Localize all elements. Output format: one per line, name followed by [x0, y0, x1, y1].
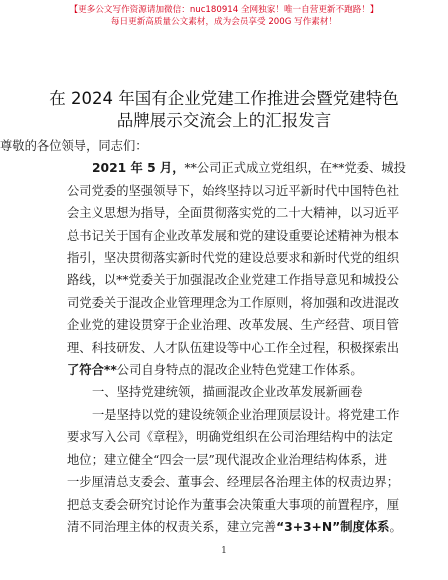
body-line-text: 企业党的建设贯穿于企业治理、改革发展、生产经营、项目管	[67, 318, 400, 333]
body-line	[0, 292, 448, 314]
body-line-text: 一步厘清总支委会、董事会、经理层各治理主体的权责边界；	[67, 475, 400, 490]
body-line	[0, 426, 448, 448]
salutation: 尊敬的各位领导，同志们：	[0, 139, 148, 153]
body-line-text: 公司自身特点的混改企业特色党建工作体系。	[116, 363, 363, 378]
promo-banner-line-2: 每日更新高质量公文素材，成为会员享受 200G 写作素材！	[110, 17, 338, 27]
body-line	[0, 225, 448, 247]
body-line-text: 司党委关于混改企业管理理念为工作原则，将加强和改进混改	[67, 295, 400, 310]
body-line-text: 会主义思想为指导，全面贯彻落实党的二十大精神，以习近平	[67, 206, 400, 221]
body-line	[0, 314, 448, 336]
promo-banner	[0, 4, 448, 28]
body-line-text: 地位；建立健全“四会一层”现代混改企业治理结构体系，进	[67, 452, 387, 467]
body-line-tail: 。	[389, 519, 402, 534]
body-line-emphasis: “3+3+N”制度体系	[276, 519, 390, 534]
title-line-2: 品牌展示交流会上的汇报发言	[116, 111, 332, 130]
body-line-text: 一是坚持以党的建设统领企业治理顶层设计。将党建工作	[92, 407, 400, 422]
body-line-text: 指引，坚决贯彻落实新时代党的建设总要求和新时代党的组织	[67, 251, 400, 266]
title-line-1: 在 2024 年国有企业党建工作推进会暨党建特色	[49, 89, 399, 108]
page-number: 1	[221, 546, 227, 556]
body-line	[0, 247, 448, 269]
body-line-text: 把总支委会研究讨论作为董事会决策重大事项的前置程序，厘	[67, 497, 400, 512]
promo-banner-line-1: 【更多公文写作资源请加微信：nuc180914 全网独家！唯一自营更新不跑路！】	[69, 5, 379, 15]
body-line-emphasis: 2021 年 5 月，	[92, 161, 185, 176]
body-line	[0, 494, 448, 516]
body-line	[0, 337, 448, 359]
body-line	[0, 381, 448, 403]
body-line	[0, 449, 448, 471]
body-line-text: 理、科技研发、人才队伍建设等中心工作全过程，积极探索出	[67, 340, 400, 355]
body-line-text: 路线，以**党委关于加强混改企业党建工作指导意见和城投公	[67, 273, 400, 288]
body-line	[0, 202, 448, 224]
body-line	[0, 180, 448, 202]
body-line-text: 公司党委的坚强领导下，始终坚持以习近平新时代中国特色社	[67, 183, 400, 198]
body-line-text: 清不同治理主体的权责关系，建立完善	[67, 519, 277, 534]
body-line	[0, 471, 448, 493]
body-line-text: 一、坚持党建统领，描画混改企业改革发展新画卷	[92, 385, 363, 400]
body-line-text: 总书记关于国有企业改革发展和党的建设重要论述精神为根本	[67, 228, 400, 243]
body-line	[0, 157, 448, 179]
body-lines	[0, 157, 448, 538]
document-title	[0, 88, 448, 132]
body-line	[0, 404, 448, 426]
body-line-text: **公司正式成立党组织，在**党委、城投	[184, 161, 406, 176]
body-line-text: 要求写入公司《章程》，明确党组织在公司治理结构中的法定	[67, 430, 393, 445]
body-line	[0, 359, 448, 381]
document-body	[0, 135, 448, 538]
body-line-emphasis: 了符合**	[67, 363, 117, 378]
body-line	[0, 516, 448, 538]
body-line	[0, 269, 448, 291]
